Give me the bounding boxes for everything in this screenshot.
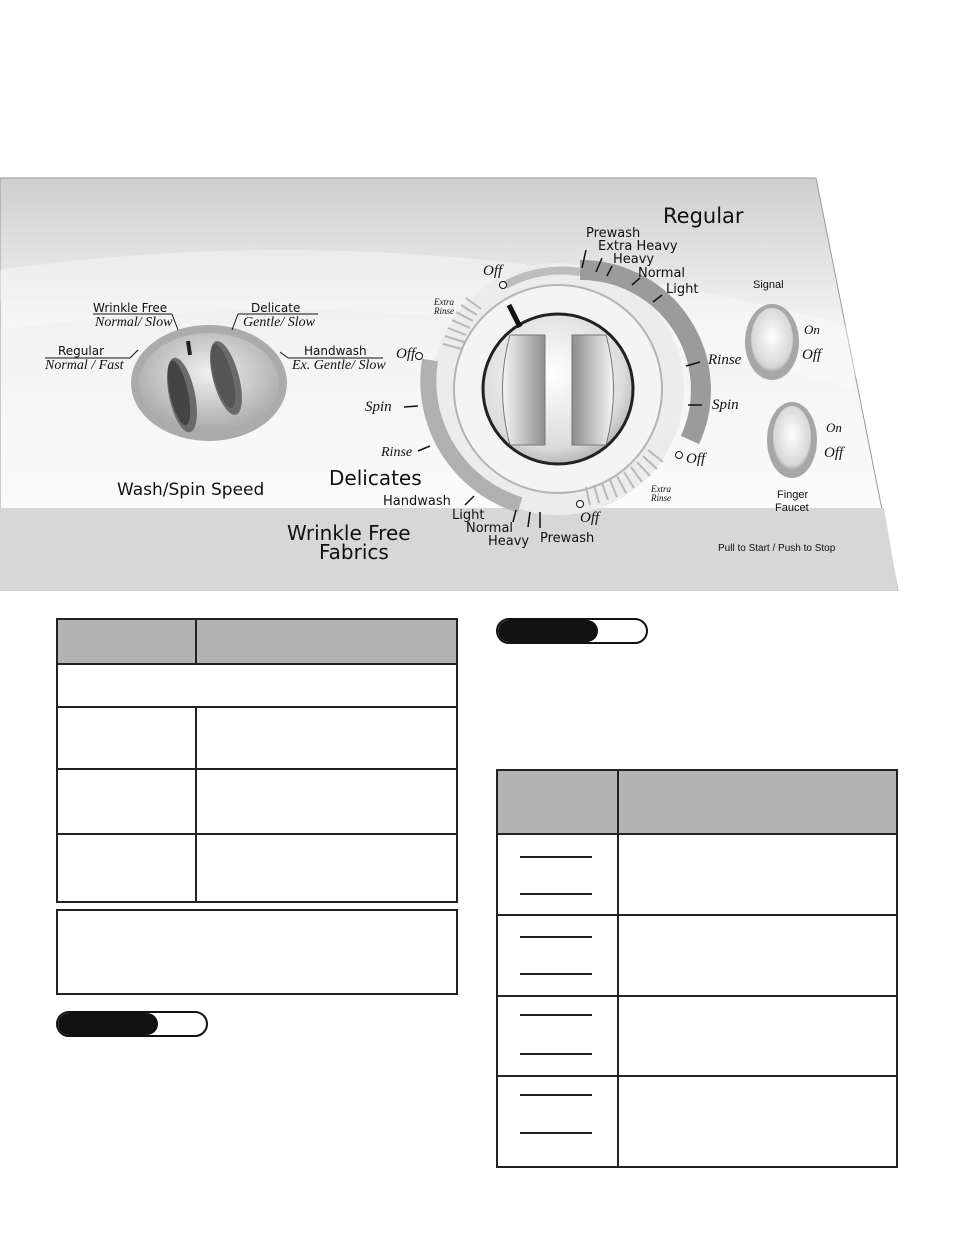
left-row-rule-1 (58, 706, 456, 708)
regular-cycle-extra-heavy: Extra Heavy (598, 239, 678, 254)
faucet-label-line2: Faucet (775, 502, 809, 514)
blank-line (520, 1132, 592, 1134)
blank-line (520, 1053, 592, 1055)
right-row-rule-1 (498, 914, 896, 916)
off-bottom: Off (580, 510, 600, 526)
extra-rinse-bottom: Extra Rinse (651, 484, 671, 503)
signal-off: Off (802, 347, 822, 363)
delicates-off: Off (396, 346, 416, 362)
wrinkle-cycle-handwash: Handwash (383, 494, 451, 509)
finger-faucet-button[interactable] (770, 404, 816, 476)
wash-spin-speed-knob[interactable] (138, 330, 280, 438)
right-header-rule (498, 833, 896, 835)
blank-line (520, 1094, 592, 1096)
left-body-divider (195, 706, 197, 901)
signal-button[interactable] (748, 306, 798, 378)
right-column-divider (617, 771, 619, 1166)
delicates-rinse: Rinse (381, 445, 413, 460)
speed-regular-setting: Normal / Fast (45, 358, 124, 373)
left-section-tab (56, 1011, 208, 1037)
speed-delicate-setting: Gentle/ Slow (243, 315, 315, 330)
regular-title: Regular (663, 204, 744, 228)
left-header-divider (195, 620, 197, 664)
right-table-header (498, 771, 896, 834)
left-row-rule-3 (58, 833, 456, 835)
right-row-rule-2 (498, 995, 896, 997)
wash-spin-speed-caption: Wash/Spin Speed (117, 480, 265, 500)
regular-rinse: Rinse (708, 352, 742, 368)
regular-off-top: Off (483, 263, 503, 279)
signal-label: Signal (753, 279, 784, 291)
right-section-tab (496, 618, 648, 644)
regular-cycle-prewash: Prewash (586, 226, 641, 241)
blank-line (520, 936, 592, 938)
signal-on: On (804, 322, 820, 337)
speed-wrinkle-setting: Normal/ Slow (95, 315, 173, 330)
left-note-box (56, 909, 458, 995)
faucet-off: Off (824, 445, 844, 461)
speed-handwash-setting: Ex. Gentle/ Slow (292, 358, 386, 373)
speed-regular-label: Regular (58, 344, 105, 358)
regular-spin: Spin (712, 397, 739, 413)
blank-line (520, 1014, 592, 1016)
left-header-rule (58, 663, 456, 665)
blank-line (520, 893, 592, 895)
regular-cycle-normal: Normal (638, 266, 686, 281)
wrinkle-free-title-line1: Wrinkle Free (287, 521, 411, 545)
cycle-selector-knob[interactable] (483, 314, 633, 464)
blank-line (520, 856, 592, 858)
speed-wrinkle-label: Wrinkle Free (93, 301, 168, 315)
regular-cycle-light: Light (666, 282, 699, 297)
faucet-label-line1: Finger (777, 489, 809, 501)
blank-line (520, 973, 592, 975)
speed-handwash-label: Handwash (304, 344, 367, 358)
speed-delicate-label: Delicate (251, 301, 301, 315)
wrinkle-cycle-normal: Normal (466, 521, 514, 536)
left-row-rule-2 (58, 768, 456, 770)
delicates-title: Delicates (329, 466, 422, 490)
pull-push-instruction: Pull to Start / Push to Stop (718, 543, 836, 554)
prewash-bottom: Prewash (540, 531, 595, 546)
wrinkle-cycle-light: Light (452, 508, 485, 523)
wrinkle-cycle-heavy: Heavy (488, 534, 530, 549)
wrinkle-free-title-line2: Fabrics (319, 540, 389, 564)
regular-cycle-heavy: Heavy (613, 252, 655, 267)
left-table-header (58, 620, 456, 664)
regular-off-right: Off (686, 451, 706, 467)
extra-rinse-top: Extra Rinse (434, 297, 454, 316)
right-row-rule-3 (498, 1075, 896, 1077)
delicates-spin: Spin (365, 399, 392, 415)
faucet-on: On (826, 420, 842, 435)
